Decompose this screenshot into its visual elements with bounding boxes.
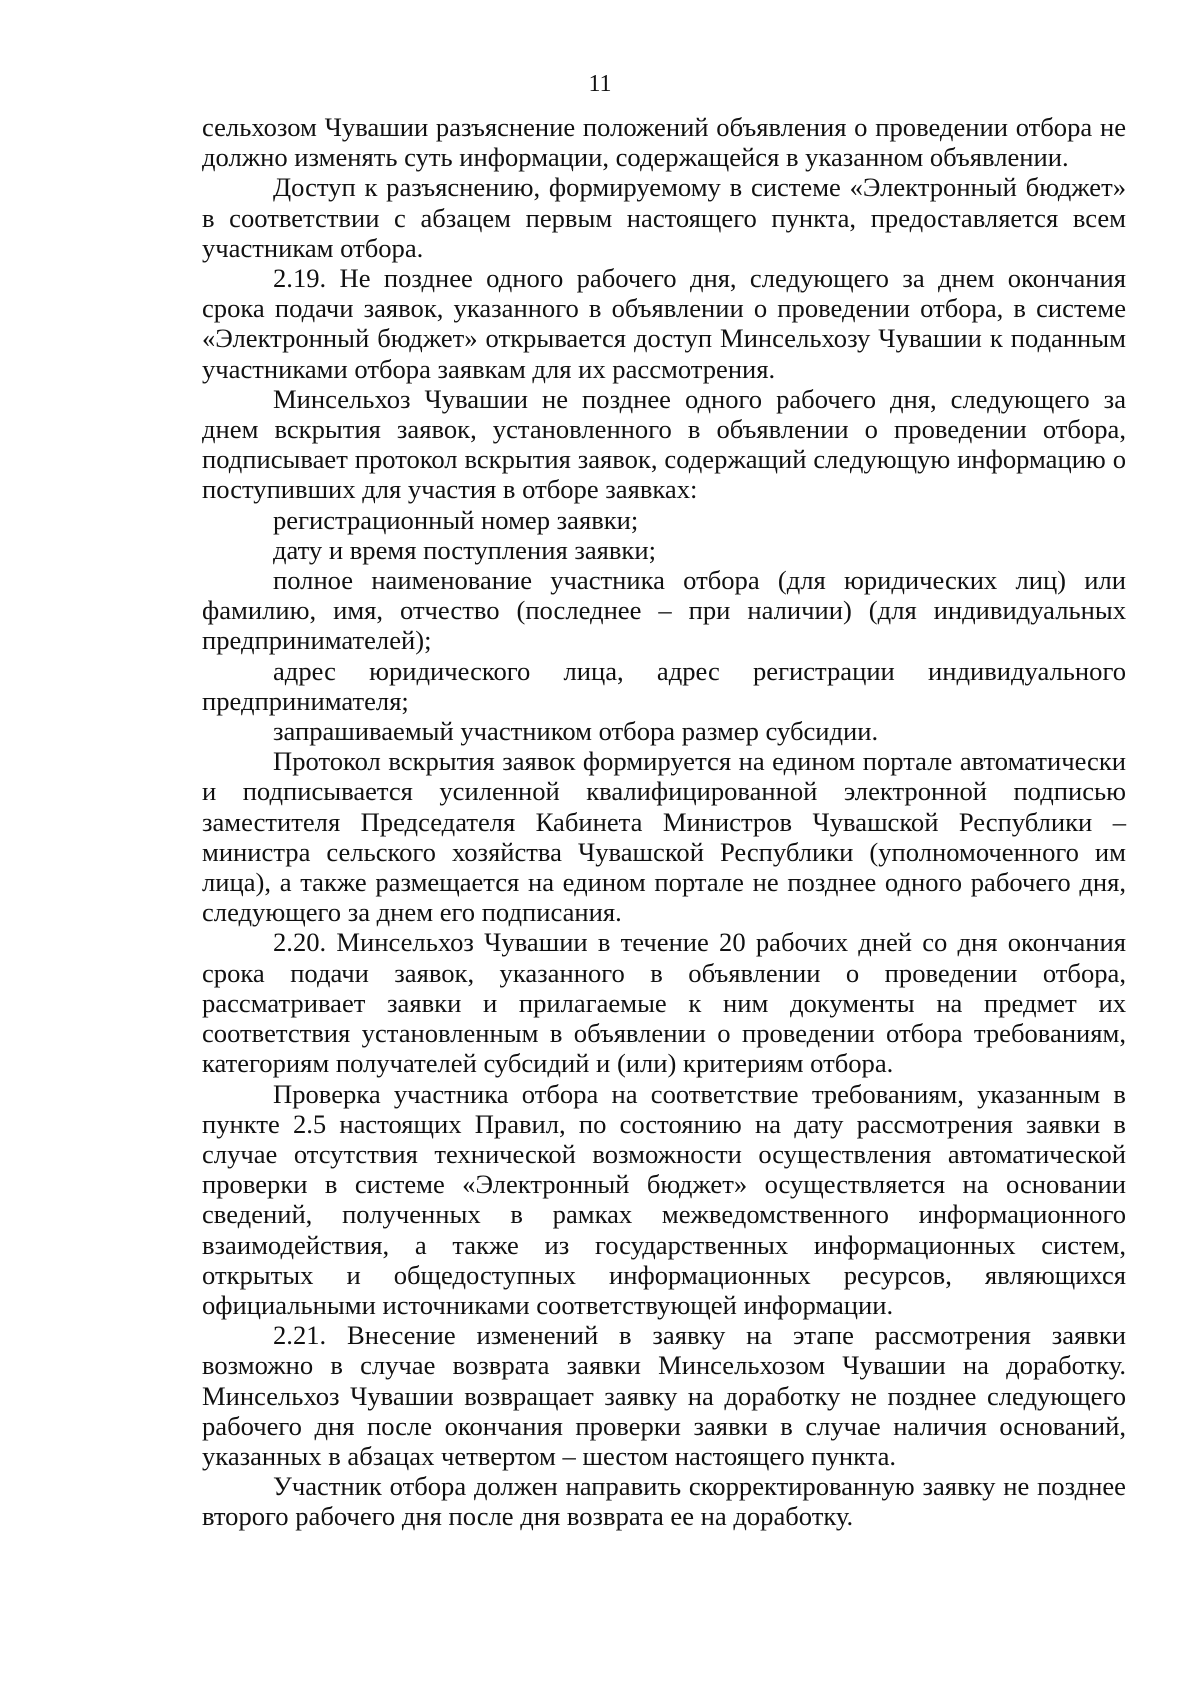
paragraph: Минсельхоз Чувашии не позднее одного рабочего дня, следующего за днем вскрытия заявок, установленного в объявлении о проведении отбора, подписывает протокол вскрытия заявок, содержащий следующую информацию о поступивших для участия в отборе заявках:: [202, 383, 1126, 505]
paragraph: Участник отбора должен направить скорректированную заявку не позднее второго рабочего дня после дня возврата ее на доработку.: [202, 1471, 1126, 1532]
paragraph-clause-2-19: 2.19. Не позднее одного рабочего дня, следующего за днем окончания срока подачи заявок, указанного в объявлении о проведении отбора, в системе «Электронный бюджет» открывается доступ Минсельхозу Чувашии к поданным участниками отбора заявкам для их рассмотрения.: [202, 263, 1126, 384]
document-body: [202, 112, 1126, 1532]
list-item: полное наименование участника отбора (для юридических лиц) или фамилию, имя, отчество (последнее – при наличии) (для индивидуальных предпринимателей);: [202, 565, 1126, 656]
list-item: запрашиваемый участником отбора размер субсидии.: [273, 716, 879, 747]
list-item: дату и время поступления заявки;: [273, 534, 656, 565]
list-item: регистрационный номер заявки;: [273, 504, 639, 535]
paragraph: Протокол вскрытия заявок формируется на едином портале автоматически и подписывается усиленной квалифицированной электронной подписью заместителя Председателя Кабинета Министров Чувашской Республики – министра сельского хозяйства Чувашской Республики (уполномоченного им лица), а также размещается на едином портале не позднее одного рабочего дня, следующего за днем его подписания.: [202, 746, 1126, 928]
page-number: 11: [588, 71, 612, 97]
paragraph: Доступ к разъяснению, формируемому в системе «Электронный бюджет» в соответствии с абзацем первым настоящего пункта, предоставляется всем участникам отбора.: [202, 172, 1126, 263]
paragraph-clause-2-21: 2.21. Внесение изменений в заявку на этапе рассмотрения заявки возможно в случае возврата заявки Минсельхозом Чувашии на доработку. Минсельхоз Чувашии возвращает заявку на доработку не позднее следующего рабочего дня после окончания проверки заявки в случае наличия оснований, указанных в абзацах четвертом – шестом настоящего пункта.: [202, 1320, 1126, 1471]
paragraph: Проверка участника отбора на соответствие требованиям, указанным в пункте 2.5 настоящих Правил, по состоянию на дату рассмотрения заявки в случае отсутствия технической возможности осуществления автоматической проверки в системе «Электронный бюджет» осуществляется на основании сведений, полученных в рамках межведомственного информационного взаимодействия, а также из государственных информационных систем, открытых и общедоступных информационных ресурсов, являющихся официальными источниками соответствующей информации.: [202, 1078, 1126, 1320]
list-item: адрес юридического лица, адрес регистрации индивидуального предпринимателя;: [202, 655, 1126, 716]
paragraph-clause-2-20: 2.20. Минсельхоз Чувашии в течение 20 рабочих дней со дня окончания срока подачи заявок, указанного в объявлении о проведении отбора, рассматривает заявки и прилагаемые к ним документы на предмет их соответствия установленным в объявлении о проведении отбора требованиям, категориям получателей субсидий и (или) критериям отбора.: [202, 927, 1126, 1079]
paragraph-continuation: сельхозом Чувашии разъяснение положений объявления о проведении отбора не должно изменять суть информации, содержащейся в указанном объявлении.: [202, 112, 1126, 173]
